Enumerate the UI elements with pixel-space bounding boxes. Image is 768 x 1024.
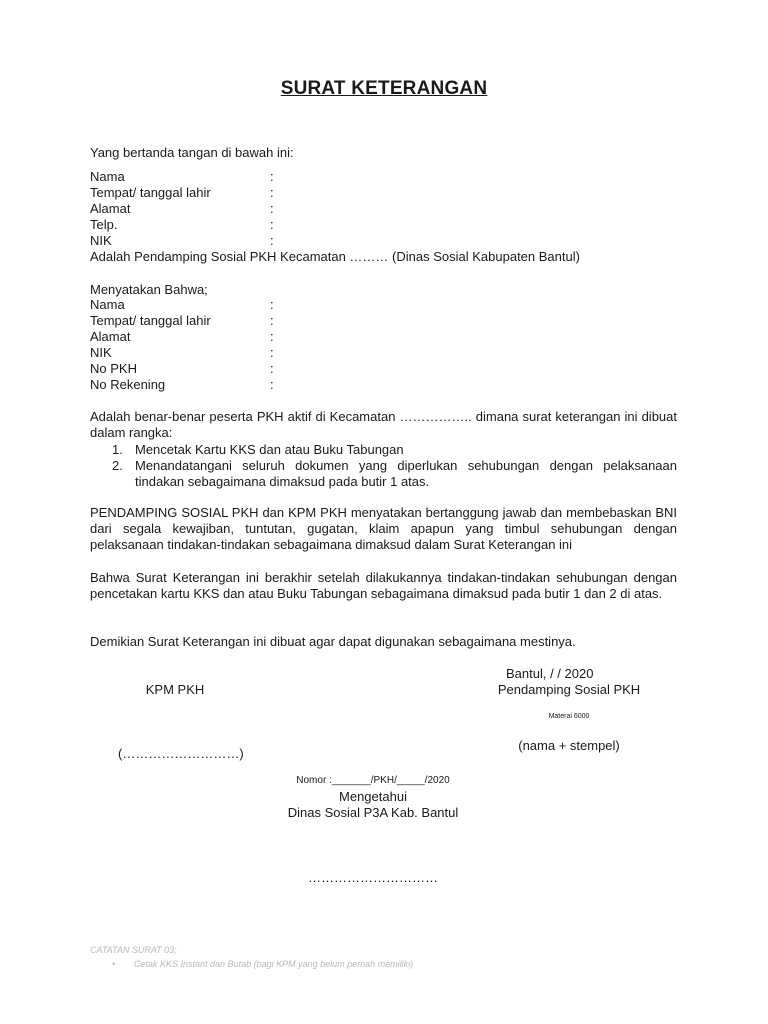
field-label: Alamat <box>90 201 131 216</box>
left-signature-name: (………………………) <box>118 746 244 761</box>
field-label: NIK <box>90 345 112 360</box>
note-title: CATATAN SURAT 03; <box>90 945 177 955</box>
recipient-field <box>90 361 274 377</box>
liability-paragraph: PENDAMPING SOSIAL PKH dan KPM PKH menyatakan bertanggung jawab dan membebaskan BNI dari segala kewajiban, tuntutan, gugatan, klaim apapun yang timbul sehubungan dengan pelaksanaan tindakan-tindakan sebagaimana dimaksud dalam Surat Keterangan ini <box>90 505 677 552</box>
recipient-field <box>90 377 274 393</box>
recipient-field <box>90 329 274 345</box>
field-colon: : <box>270 313 274 328</box>
recipient-field <box>90 313 274 329</box>
right-signature-title: Pendamping Sosial PKH <box>497 682 641 697</box>
field-colon: : <box>270 377 274 392</box>
field-label: Tempat/ tanggal lahir <box>90 313 211 328</box>
place-date: Bantul, / / 2020 <box>506 666 594 681</box>
field-colon: : <box>270 169 274 184</box>
field-colon: : <box>270 217 274 232</box>
field-label: No Rekening <box>90 377 166 392</box>
note-bullet-text: Cetak KKS Instant dan Butab (bagi KPM yang belum pernah memiliki) <box>134 959 414 969</box>
expiry-paragraph: Bahwa Surat Keterangan ini berakhir setelah dilakukannya tindakan-tindakan sehubungan dengan pencetakan kartu KKS dan atau Buku Tabungan sebagaimana dimaksud pada butir 1 dan 2 di atas. <box>90 570 677 601</box>
field-label: No PKH <box>90 361 137 376</box>
field-colon: : <box>270 345 274 360</box>
list-item <box>112 458 677 490</box>
field-label: Alamat <box>90 329 131 344</box>
participant-paragraph: Adalah benar-benar peserta PKH aktif di Kecamatan …………….. dimana surat keterangan ini dibuat dalam rangka: <box>90 409 677 440</box>
acknowledge-signature: ………………………… <box>308 870 438 885</box>
field-colon: : <box>270 297 274 312</box>
field-label: NIK <box>90 233 112 248</box>
nomor-text: Nomor :_______/PKH/_____/2020 <box>296 775 450 786</box>
bullet-icon: • <box>112 959 116 969</box>
signer-field <box>90 201 274 217</box>
field-colon: : <box>270 361 274 376</box>
acknowledge-org: Dinas Sosial P3A Kab. Bantul <box>287 805 459 820</box>
list-item-text: Mencetak Kartu KKS dan atau Buku Tabungan <box>135 442 404 457</box>
signer-field <box>90 169 274 185</box>
signer-role-text: Adalah Pendamping Sosial PKH Kecamatan ……… (Dinas Sosial Kabupaten Bantul) <box>90 249 580 264</box>
recipient-field <box>90 345 274 361</box>
field-label: Tempat/ tanggal lahir <box>90 185 211 200</box>
field-colon: : <box>270 233 274 248</box>
declares-text: Menyatakan Bahwa; <box>90 282 208 297</box>
acknowledge-text: Mengetahui <box>339 789 407 804</box>
field-label: Nama <box>90 297 125 312</box>
field-colon: : <box>270 329 274 344</box>
list-item-text: Menandatangani seluruh dokumen yang diperlukan sehubungan dengan pelaksanaan tindakan sebagaimana dimaksud pada butir 1 atas. <box>135 458 677 489</box>
closing-text: Demikian Surat Keterangan ini dibuat agar dapat digunakan sebagaimana mestinya. <box>90 634 576 649</box>
signer-field <box>90 233 274 249</box>
field-colon: : <box>270 185 274 200</box>
purpose-list <box>112 442 677 490</box>
signer-field <box>90 217 274 233</box>
note-bullet <box>112 959 413 969</box>
signer-field <box>90 185 274 201</box>
field-label: Telp. <box>90 217 118 232</box>
list-item <box>112 442 677 458</box>
field-label: Nama <box>90 169 125 184</box>
left-signature-title: KPM PKH <box>145 682 205 697</box>
recipient-field <box>90 297 274 313</box>
list-number: 1. <box>112 442 123 457</box>
intro-text: Yang bertanda tangan di bawah ini: <box>90 145 294 160</box>
list-number: 2. <box>112 458 123 473</box>
document-title: SURAT KETERANGAN <box>280 78 488 99</box>
field-colon: : <box>270 201 274 216</box>
materai-label: Materai 6000 <box>548 713 590 720</box>
right-signature-name: (nama + stempel) <box>518 738 620 753</box>
